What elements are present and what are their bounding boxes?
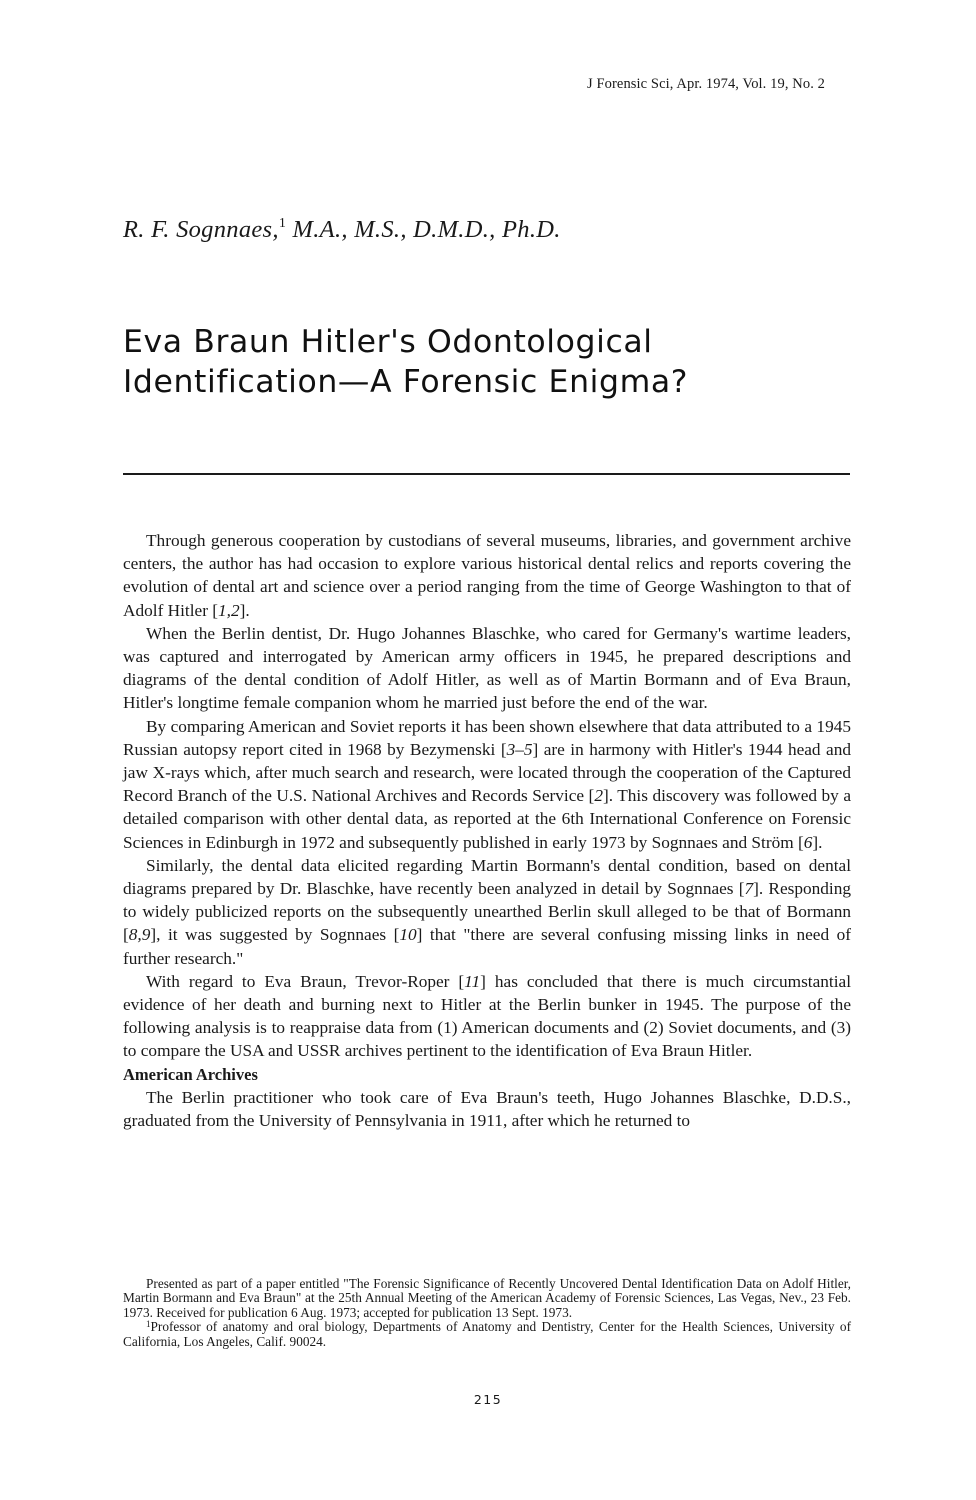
paragraph-6: The Berlin practitioner who took care of Eva Braun's teeth, Hugo Johannes Blaschke, D.D.S., graduated from the University of Pennsylvania in 1911, after which he returned to [123,1087,851,1131]
paragraph-text: ], it was suggested by Sognnaes [ [150,925,400,945]
paragraph-text: ]. [812,832,823,852]
paragraph-text: ] are in harmony with Hitler's 1944 head and jaw X-rays which, after much search and research, were located through the cooperation of the Captured Record Branch of the U.S. National Archives and Records Service [ [123,739,851,806]
paragraph-text: ]. [239,600,250,620]
paragraph-text: ] that "there are several confusing missing links in need of further research." [123,925,851,968]
author-name: R. F. Sognnaes, [123,216,279,243]
article-body [123,529,851,1132]
footnotes [123,1277,851,1349]
citation-ref[interactable]: 11 [464,971,481,991]
citation-ref[interactable]: 10 [399,925,417,945]
citation-ref[interactable]: 3–5 [506,739,533,759]
journal-citation: J Forensic Sci, Apr. 1974, Vol. 19, No. 2 [587,76,825,92]
citation-ref[interactable]: 2 [594,786,603,806]
paragraph-text: Similarly, the dental data elicited regarding Martin Bormann's dental condition, based on dental diagrams prepared by Dr. Blaschke, have recently been analyzed in detail by Sognnaes [ [123,855,851,899]
author-degrees: M.A., M.S., D.M.D., Ph.D. [286,216,561,243]
paragraph-text: ]. This discovery was followed by a detailed comparison with other dental data, as reported at the 6th International Conference on Forensic Sciences in Edinburgh in 1972 and subsequently published in early 1973 by Sognnaes and Ström [ [123,786,851,852]
title-line-2: Identification—A Forensic Enigma? [123,364,689,400]
paragraph-4 [123,854,851,970]
author-line [123,216,561,244]
page-number: 215 [473,1392,503,1407]
section-heading: American Archives [123,1064,258,1084]
title-line-1: Eva Braun Hitler's Odontological [123,324,653,360]
title-divider [123,473,850,475]
article-title [123,322,883,402]
footnote-presented: Presented as part of a paper entitled "The Forensic Significance of Recently Uncovered Dental Identification Data on Adolf Hitler, Martin Bormann and Eva Braun" at the 25th Annual Meeting of the American Academy of Forensic Sciences, Las Vegas, Nev., 23 Feb. 1973. Received for publication 6 Aug. 1973; accepted for publication 13 Sept. 1973. [123,1276,851,1320]
footnote-1-mark: 1 [146,1319,151,1330]
paragraph-text: Through generous cooperation by custodians of several museums, libraries, and government archive centers, the author has had occasion to explore various historical dental relics and reports covering the evolution of dental art and science over a period ranging from the time of George Washington to that of Adolf Hitler [ [123,531,851,620]
footnote-1 [123,1320,851,1349]
citation-ref[interactable]: 8,9 [128,925,151,945]
paragraph-1 [123,529,851,622]
citation-ref[interactable]: 6 [803,832,813,852]
citation-ref[interactable]: 1,2 [218,600,240,620]
paragraph-text: With regard to Eva Braun, Trevor-Roper [ [146,971,465,991]
paragraph-2: When the Berlin dentist, Dr. Hugo Johannes Blaschke, who cared for Germany's wartime leaders, was captured and interrogated by American army officers in 1945, he prepared descriptions and diagrams of the dental condition of Adolf Hitler, as well as of Martin Bormann and of Eva Braun, Hitler's longtime female companion whom he married just before the end of the war. [123,623,851,713]
paragraph-3 [123,715,851,854]
paragraph-5 [123,970,851,1063]
footnote-1-text: Professor of anatomy and oral biology, Departments of Anatomy and Dentistry, Center for the Health Sciences, University of California, Los Angeles, Calif. 90024. [123,1319,851,1349]
citation-ref[interactable]: 7 [744,879,754,899]
author-footnote-mark[interactable]: 1 [278,216,287,231]
paragraph-text: ]. Responding to widely publicized reports on the subsequently unearthed Berlin skull alleged to be that of Bormann [ [123,879,851,945]
paragraph-text: ] has concluded that there is much circumstantial evidence of her death and burning next to Hitler at the Berlin bunker in 1945. The purpose of the following analysis is to reappraise data from (1) American documents and (2) Soviet documents, and (3) to compare the USA and USSR archives pertinent to the identification of Eva Braun Hitler. [123,971,851,1061]
paragraph-text: By comparing American and Soviet reports it has been shown elsewhere that data attributed to a 1945 Russian autopsy report cited in 1968 by Bezymenski [ [123,716,851,759]
